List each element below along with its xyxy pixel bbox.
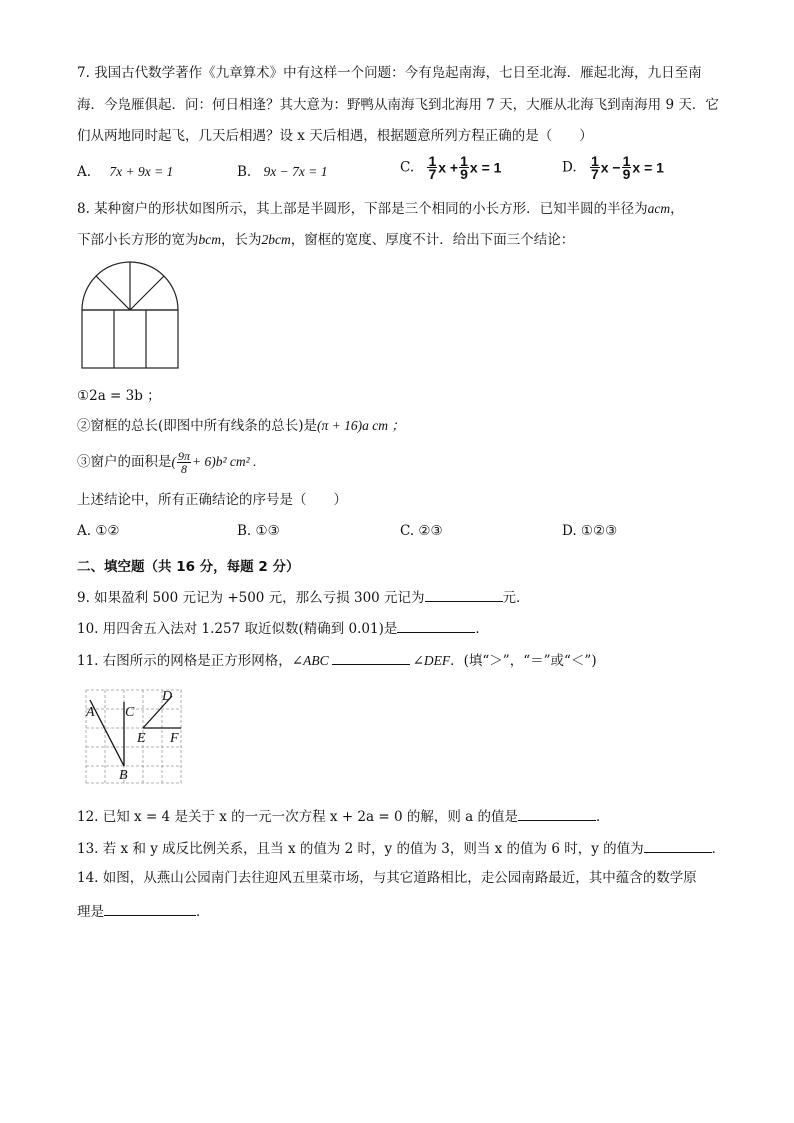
q14-line2: 理是 ． bbox=[77, 901, 210, 921]
q8-question: 上述结论中，所有正确结论的序号是（ ） bbox=[77, 492, 347, 508]
q8-conclusion-1: ①2a = 3b ； bbox=[77, 388, 161, 404]
q7-line2: 海．今凫雁俱起．问：何日相逢？其大意为：野鸭从南海飞到北海用 7 天，大雁从北海飞到南海用 9 天．它 bbox=[77, 97, 719, 113]
q8-conclusion-2: ②窗框的总长(即图中所有线条的总长)是(π + 16)a cm ； bbox=[77, 418, 405, 434]
segment-ab bbox=[90, 700, 124, 766]
q9-answer-blank[interactable] bbox=[425, 587, 503, 602]
grid-figure bbox=[82, 686, 186, 786]
q10: 10. 用四舍五入法对 1.257 取近似数(精确到 0.01)是 ． bbox=[77, 618, 489, 638]
q7-line1: 7. 我国古代数学著作《九章算术》中有这样一个问题：今有凫起南海，七日至北海．雁起北海，九日至南 bbox=[77, 65, 702, 81]
q13-answer-blank[interactable] bbox=[644, 838, 712, 853]
window-lower-frame bbox=[82, 310, 178, 368]
q8-option-a: A. ①② bbox=[77, 523, 120, 539]
q14-line1: 14. 如图，从燕山公园南门去往迎风五里菜市场，与其它道路相比，走公园南路最近，其中蕴含的数学原 bbox=[77, 870, 697, 886]
window-radius-right bbox=[130, 276, 164, 310]
point-label-f: F bbox=[170, 731, 179, 746]
q9: 9. 如果盈利 500 元记为 +500 元，那么亏损 300 元记为 元． bbox=[77, 587, 530, 607]
q14-answer-blank[interactable] bbox=[104, 901, 196, 916]
q8-option-c: C. ②③ bbox=[400, 523, 443, 539]
point-label-b: B bbox=[119, 768, 128, 783]
q7-line3: 们从两地同时起飞，几天后相遇？设 x 天后相遇，根据题意所列方程正确的是（ ） bbox=[77, 128, 593, 144]
q12: 12. 已知 x = 4 是关于 x 的一元一次方程 x + 2a = 0 的解，则 a 的值是 ． bbox=[77, 806, 609, 826]
q7-option-d: D. $\frac{1}{7}$ x − $\frac{1}{9}$ x = 1 bbox=[562, 153, 664, 182]
q8-line2: 下部小长方形的宽为bcm，长为2bcm，窗框的宽度、厚度不计．给出下面三个结论： bbox=[77, 232, 575, 248]
q7-option-b: B. 9x − 7x = 1 bbox=[237, 164, 328, 180]
q8-option-d: D. ①②③ bbox=[562, 523, 618, 539]
point-label-c: C bbox=[125, 705, 135, 720]
window-radius-left bbox=[96, 276, 130, 310]
q11-answer-blank[interactable] bbox=[332, 650, 410, 665]
q8-conclusion-3: ③窗户的面积是( $\frac{9\pi}{8}$ + 6)b² cm² . bbox=[77, 449, 257, 476]
point-label-a: A bbox=[86, 705, 95, 720]
q11: 11. 右图所示的网格是正方形网格，∠ABC ∠DEF．(填“＞”，“＝”或“＜”) bbox=[77, 650, 597, 670]
q7-option-a: A. 7x + 9x = 1 bbox=[77, 164, 174, 180]
point-label-d: D bbox=[162, 689, 173, 704]
point-label-e: E bbox=[137, 731, 146, 746]
q13: 13. 若 x 和 y 成反比例关系，且当 x 的值为 2 时，y 的值为 3，则当 x 的值为 6 时，y 的值为 ． bbox=[77, 838, 725, 858]
q8-line1: 8. 某种窗户的形状如图所示，其上部是半圆形，下部是三个相同的小长方形．已知半圆的半径为acm， bbox=[77, 201, 684, 217]
q12-answer-blank[interactable] bbox=[518, 806, 596, 821]
window-figure bbox=[78, 258, 182, 370]
section-heading: 二、填空题（共 16 分，每题 2 分） bbox=[77, 559, 300, 575]
q7-option-c: C. $\frac{1}{7}$ x + $\frac{1}{9}$ x = 1 bbox=[400, 153, 502, 182]
q8-option-b: B. ①③ bbox=[237, 523, 280, 539]
q10-answer-blank[interactable] bbox=[397, 618, 475, 633]
